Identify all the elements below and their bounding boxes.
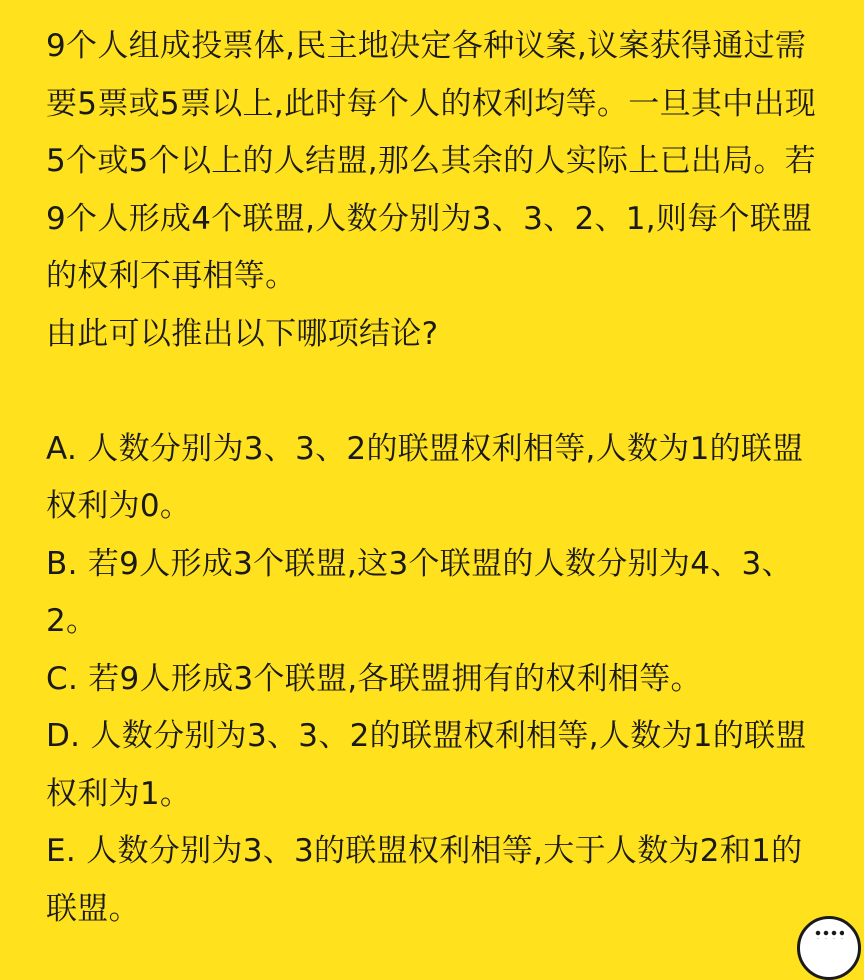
- question-line: 9个人形成4个联盟,人数分别为3、3、2、1,则每个联盟: [46, 200, 813, 237]
- option-d-continued: 权利为1。: [46, 775, 192, 812]
- question-line: 的权利不再相等。: [46, 258, 297, 294]
- corner-avatar-icon: [797, 916, 861, 980]
- avatar-pattern: [814, 929, 844, 939]
- option-e: E. 人数分别为3、3的联盟权利相等,大于人数为2和1的: [46, 833, 803, 869]
- answer-options: [46, 421, 846, 939]
- option-a-continued: 权利为0。: [46, 488, 192, 524]
- option-b-continued: 2。: [46, 603, 98, 639]
- option-a: A. 人数分别为3、3、2的联盟权利相等,人数为1的联盟: [46, 430, 804, 467]
- option-e-continued: 联盟。: [46, 890, 140, 927]
- option-c: C. 若9人形成3个联盟,各联盟拥有的权利相等。: [46, 660, 702, 697]
- question-line: 5个或5个以上的人结盟,那么其余的人实际上已出局。若: [46, 143, 817, 179]
- question-page: [46, 18, 846, 938]
- question-prompt: 由此可以推出以下哪项结论?: [46, 315, 439, 352]
- question-line: 要5票或5票以上,此时每个人的权利均等。一旦其中出现: [46, 85, 817, 122]
- question-line: 9个人组成投票体,民主地决定各种议案,议案获得通过需: [46, 28, 807, 64]
- option-d: D. 人数分别为3、3、2的联盟权利相等,人数为1的联盟: [46, 718, 807, 754]
- question-stem: [46, 18, 846, 363]
- blank-spacer: [46, 363, 846, 421]
- option-b: B. 若9人形成3个联盟,这3个联盟的人数分别为4、3、: [46, 545, 793, 582]
